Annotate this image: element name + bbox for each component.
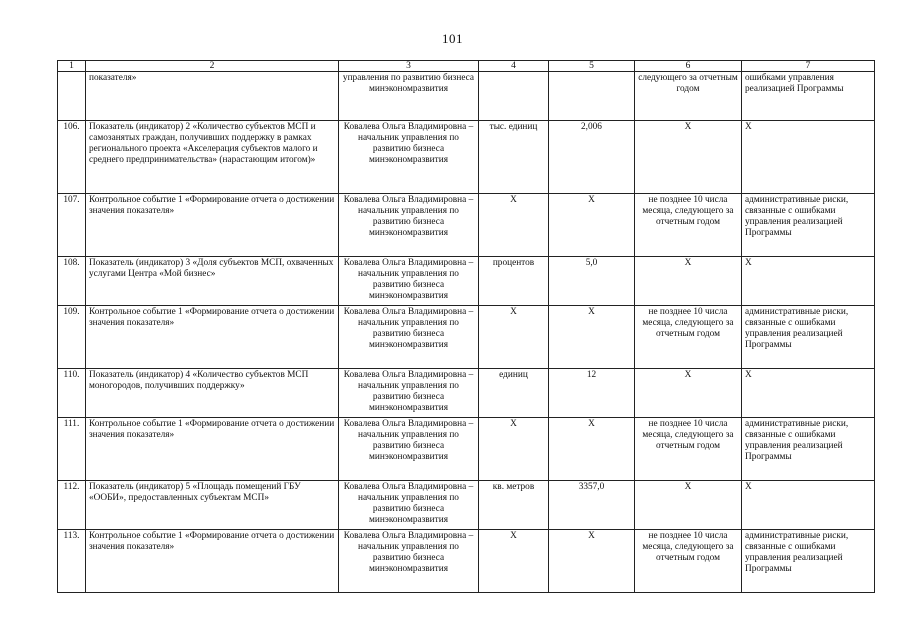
deadline: не позднее 10 числа месяца, следующего за отчетным годом bbox=[635, 194, 742, 257]
risk: административные риски, связанные с ошибками управления реализацией Программы bbox=[742, 306, 875, 369]
event-name: Контрольное событие 1 «Формирование отчета о достижении значения показателя» bbox=[86, 194, 339, 257]
target-value: 12 bbox=[549, 369, 635, 418]
responsible-person: Ковалева Ольга Владимировна – начальник управления по развитию бизнеса минэкономразвития bbox=[339, 306, 479, 369]
risk: Х bbox=[742, 121, 875, 194]
target-value: Х bbox=[549, 418, 635, 481]
target-value: 3357,0 bbox=[549, 481, 635, 530]
unit: Х bbox=[479, 530, 549, 593]
target-value: 5,0 bbox=[549, 257, 635, 306]
column-header: 5 bbox=[549, 61, 635, 72]
responsible-person: Ковалева Ольга Владимировна – начальник управления по развитию бизнеса минэкономразвития bbox=[339, 369, 479, 418]
responsible-person: Ковалева Ольга Владимировна – начальник управления по развитию бизнеса минэкономразвития bbox=[339, 257, 479, 306]
unit: процентов bbox=[479, 257, 549, 306]
table-row bbox=[58, 306, 875, 369]
risk: ошибками управления реализацией Программы bbox=[742, 72, 875, 121]
row-number: 113. bbox=[58, 530, 86, 593]
table-row bbox=[58, 257, 875, 306]
risk: административные риски, связанные с ошибками управления реализацией Программы bbox=[742, 530, 875, 593]
event-name: показателя» bbox=[86, 72, 339, 121]
event-name: Показатель (индикатор) 4 «Количество субъектов МСП моногородов, получивших поддержку» bbox=[86, 369, 339, 418]
table-row bbox=[58, 369, 875, 418]
row-number: 112. bbox=[58, 481, 86, 530]
deadline: следующего за отчетным годом bbox=[635, 72, 742, 121]
unit: единиц bbox=[479, 369, 549, 418]
unit bbox=[479, 72, 549, 121]
deadline: Х bbox=[635, 369, 742, 418]
unit: тыс. единиц bbox=[479, 121, 549, 194]
target-value: Х bbox=[549, 306, 635, 369]
risk: административные риски, связанные с ошибками управления реализацией Программы bbox=[742, 418, 875, 481]
event-name: Показатель (индикатор) 2 «Количество субъектов МСП и самозанятых граждан, получивших поддержку в рамках регионального проекта «Акселерация субъектов малого и среднего предпринимательства» (нарастающим итогом)» bbox=[86, 121, 339, 194]
unit: Х bbox=[479, 418, 549, 481]
program-table bbox=[57, 60, 875, 593]
table-row bbox=[58, 194, 875, 257]
unit: Х bbox=[479, 306, 549, 369]
row-number: 109. bbox=[58, 306, 86, 369]
column-header: 7 bbox=[742, 61, 875, 72]
column-header: 1 bbox=[58, 61, 86, 72]
row-number: 111. bbox=[58, 418, 86, 481]
deadline: не позднее 10 числа месяца, следующего за отчетным годом bbox=[635, 418, 742, 481]
column-header: 2 bbox=[86, 61, 339, 72]
table-row bbox=[58, 418, 875, 481]
risk: Х bbox=[742, 257, 875, 306]
event-name: Контрольное событие 1 «Формирование отчета о достижении значения показателя» bbox=[86, 306, 339, 369]
event-name: Показатель (индикатор) 3 «Доля субъектов МСП, охваченных услугами Центра «Мой бизнес» bbox=[86, 257, 339, 306]
deadline: Х bbox=[635, 121, 742, 194]
table-row bbox=[58, 530, 875, 593]
row-number: 107. bbox=[58, 194, 86, 257]
target-value: 2,006 bbox=[549, 121, 635, 194]
deadline: Х bbox=[635, 481, 742, 530]
row-number: 108. bbox=[58, 257, 86, 306]
deadline: не позднее 10 числа месяца, следующего за отчетным годом bbox=[635, 530, 742, 593]
deadline: не позднее 10 числа месяца, следующего за отчетным годом bbox=[635, 306, 742, 369]
risk: Х bbox=[742, 481, 875, 530]
deadline: Х bbox=[635, 257, 742, 306]
event-name: Контрольное событие 1 «Формирование отчета о достижении значения показателя» bbox=[86, 418, 339, 481]
risk: Х bbox=[742, 369, 875, 418]
target-value bbox=[549, 72, 635, 121]
responsible-person: Ковалева Ольга Владимировна – начальник управления по развитию бизнеса минэкономразвития bbox=[339, 194, 479, 257]
column-header: 3 bbox=[339, 61, 479, 72]
row-number bbox=[58, 72, 86, 121]
unit: Х bbox=[479, 194, 549, 257]
header-row bbox=[58, 61, 875, 72]
risk: административные риски, связанные с ошибками управления реализацией Программы bbox=[742, 194, 875, 257]
page-number: 101 bbox=[442, 31, 463, 46]
responsible-person: Ковалева Ольга Владимировна – начальник управления по развитию бизнеса минэкономразвития bbox=[339, 530, 479, 593]
table-row bbox=[58, 481, 875, 530]
responsible-person: Ковалева Ольга Владимировна – начальник управления по развитию бизнеса минэкономразвития bbox=[339, 418, 479, 481]
responsible-person: управления по развитию бизнеса минэкономразвития bbox=[339, 72, 479, 121]
row-number: 106. bbox=[58, 121, 86, 194]
row-number: 110. bbox=[58, 369, 86, 418]
table-row bbox=[58, 72, 875, 121]
event-name: Контрольное событие 1 «Формирование отчета о достижении значения показателя» bbox=[86, 530, 339, 593]
target-value: Х bbox=[549, 194, 635, 257]
event-name: Показатель (индикатор) 5 «Площадь помещений ГБУ «ООБИ», предоставленных субъектам МСП» bbox=[86, 481, 339, 530]
target-value: Х bbox=[549, 530, 635, 593]
table-row bbox=[58, 121, 875, 194]
responsible-person: Ковалева Ольга Владимировна – начальник управления по развитию бизнеса минэкономразвития bbox=[339, 481, 479, 530]
responsible-person: Ковалева Ольга Владимировна – начальник управления по развитию бизнеса минэкономразвития bbox=[339, 121, 479, 194]
unit: кв. метров bbox=[479, 481, 549, 530]
column-header: 6 bbox=[635, 61, 742, 72]
column-header: 4 bbox=[479, 61, 549, 72]
